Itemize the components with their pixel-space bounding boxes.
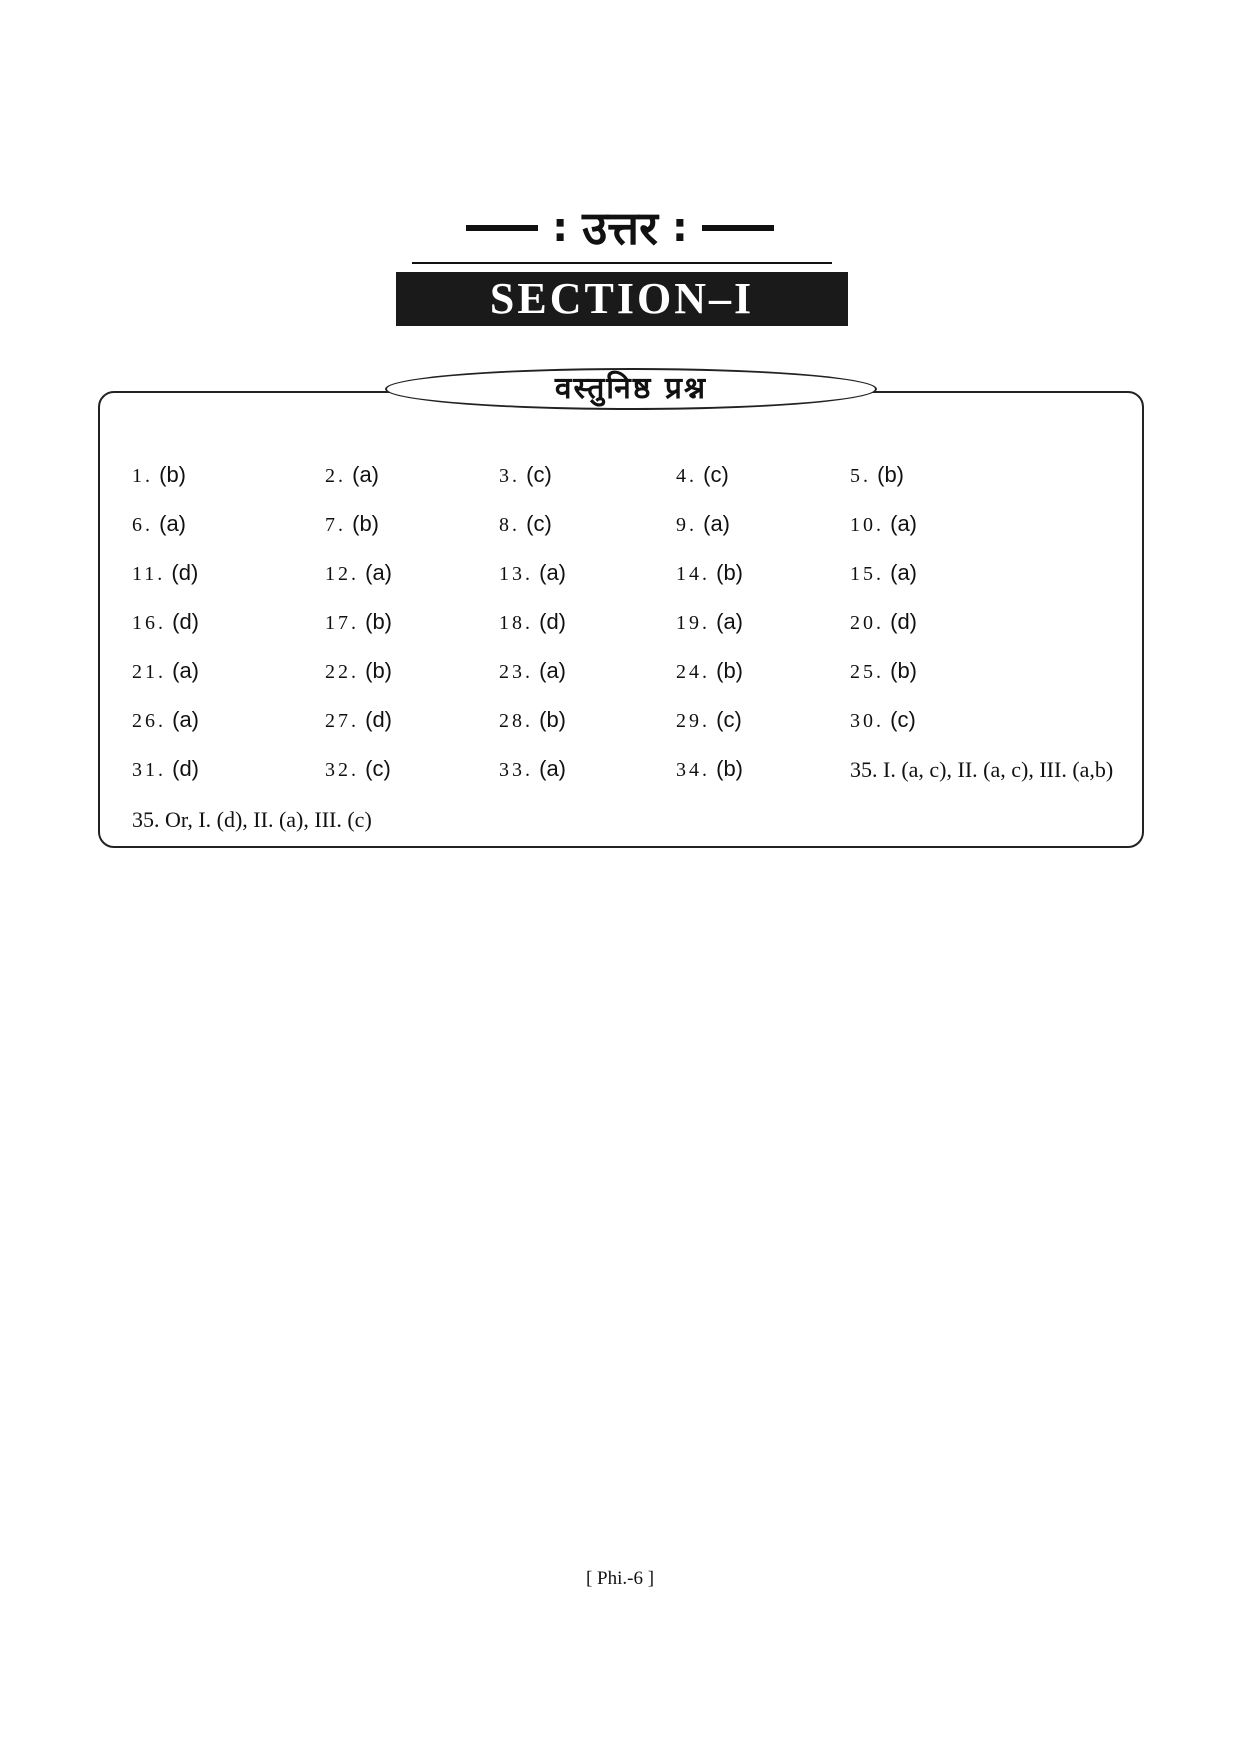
answer-item <box>676 658 743 684</box>
answer-option: (a) <box>533 658 566 683</box>
answer-number: 30. <box>850 710 884 732</box>
answer-number: 26. <box>132 710 166 732</box>
answer-option: (b) <box>710 560 743 585</box>
answer-number: 16. <box>132 612 166 634</box>
section-label: SECTION–I <box>396 272 848 326</box>
answer-number: 15. <box>850 563 884 585</box>
answer-option: (a) <box>166 707 199 732</box>
title-colon-left: : <box>552 205 569 251</box>
answer-item <box>325 756 391 782</box>
answer-item <box>499 756 566 782</box>
answer-item <box>132 560 198 586</box>
answer-option: (b) <box>359 609 392 634</box>
answer-option: (a) <box>884 560 917 585</box>
answer-item <box>132 756 199 782</box>
answer-option: (b) <box>710 658 743 683</box>
title-underline <box>412 262 832 264</box>
answer-number: 33. <box>499 759 533 781</box>
answer-item <box>325 462 379 488</box>
answer-number: 8. <box>499 514 520 536</box>
answer-item <box>850 511 917 537</box>
answer-item <box>325 511 379 537</box>
answer-option: (d) <box>166 756 199 781</box>
answers-heading <box>0 200 1240 256</box>
answer-item <box>676 609 743 635</box>
answer-item <box>499 609 566 635</box>
answer-number: 14. <box>676 563 710 585</box>
answer-option: (c) <box>884 707 916 732</box>
answer-item <box>132 511 186 537</box>
answer-number: 21. <box>132 661 166 683</box>
answer-item <box>499 707 566 733</box>
answer-item <box>499 560 566 586</box>
answer-item <box>676 560 743 586</box>
answer-item <box>850 462 904 488</box>
answer-item <box>850 707 916 733</box>
answer-number: 34. <box>676 759 710 781</box>
answer-option: (b) <box>884 658 917 683</box>
answer-option: (c) <box>520 511 552 536</box>
answer-number: 31. <box>132 759 166 781</box>
answer-item <box>132 462 186 488</box>
answer-number: 23. <box>499 661 533 683</box>
answer-number: 32. <box>325 759 359 781</box>
title-colon-right: : <box>671 205 688 251</box>
answer-item <box>132 609 199 635</box>
answer-item <box>676 462 729 488</box>
answer-item <box>676 756 743 782</box>
answer-number: 27. <box>325 710 359 732</box>
answer-number: 22. <box>325 661 359 683</box>
answer-item <box>325 707 392 733</box>
answer-number: 12. <box>325 563 359 585</box>
answer-number: 1. <box>132 465 153 487</box>
title-dash-left <box>466 225 538 231</box>
answer-option: (d) <box>533 609 566 634</box>
answer-item <box>499 511 552 537</box>
answer-item <box>132 707 199 733</box>
answer-number: 19. <box>676 612 710 634</box>
answer-option: (d) <box>166 609 199 634</box>
answer-option: (b) <box>710 756 743 781</box>
answer-option: (b) <box>359 658 392 683</box>
answer-number: 5. <box>850 465 871 487</box>
hindi-title <box>466 200 774 256</box>
answer-option: (d) <box>884 609 917 634</box>
answer-number: 4. <box>676 465 697 487</box>
answer-option: (a) <box>697 511 730 536</box>
title-dash-right <box>702 225 774 231</box>
answer-option: (b) <box>871 462 904 487</box>
answer-item <box>850 609 917 635</box>
answer-number: 13. <box>499 563 533 585</box>
page-reference: [ Phi.-6 ] <box>585 1568 655 1589</box>
answer-item <box>499 658 566 684</box>
answer-option: (c) <box>359 756 391 781</box>
answer-item <box>325 609 392 635</box>
answer-option: (b) <box>533 707 566 732</box>
answer-item <box>850 560 917 586</box>
answer-item <box>499 462 552 488</box>
answer-option: (a) <box>166 658 199 683</box>
answer-number: 18. <box>499 612 533 634</box>
answer-item <box>325 658 392 684</box>
answer-number: 10. <box>850 514 884 536</box>
answer-option: (a) <box>359 560 392 585</box>
answer-option: (b) <box>153 462 186 487</box>
answer-number: 28. <box>499 710 533 732</box>
answer-option: (a) <box>533 756 566 781</box>
answer-option: (b) <box>346 511 379 536</box>
answer-option: (a) <box>346 462 379 487</box>
answer-option: (d) <box>165 560 199 585</box>
answer-35: 35. I. (a, c), II. (a, c), III. (a,b) <box>850 757 1114 782</box>
answer-number: 24. <box>676 661 710 683</box>
answer-option: (c) <box>520 462 552 487</box>
answer-number: 6. <box>132 514 153 536</box>
answer-item <box>676 707 742 733</box>
answer-number: 25. <box>850 661 884 683</box>
answer-option: (a) <box>533 560 566 585</box>
answer-number: 2. <box>325 465 346 487</box>
answer-option: (d) <box>359 707 392 732</box>
answer-option: (a) <box>884 511 917 536</box>
answer-number: 29. <box>676 710 710 732</box>
answer-item <box>325 560 392 586</box>
answer-number: 3. <box>499 465 520 487</box>
answer-option: (a) <box>153 511 186 536</box>
answer-option: (a) <box>710 609 743 634</box>
answer-item <box>850 658 917 684</box>
title-text: उत्तर <box>582 201 658 255</box>
answer-option: (c) <box>710 707 742 732</box>
answer-item <box>132 658 199 684</box>
answer-number: 11. <box>132 563 166 585</box>
answer-number: 7. <box>325 514 346 536</box>
answer-35-or: 35. Or, I. (d), II. (a), III. (c) <box>132 807 372 832</box>
answer-number: 17. <box>325 612 359 634</box>
answer-item <box>676 511 730 537</box>
answer-number: 20. <box>850 612 884 634</box>
answer-option: (c) <box>697 462 729 487</box>
answer-number: 9. <box>676 514 697 536</box>
objective-box-label: वस्तुनिष्ठ प्रश्न <box>385 368 877 410</box>
